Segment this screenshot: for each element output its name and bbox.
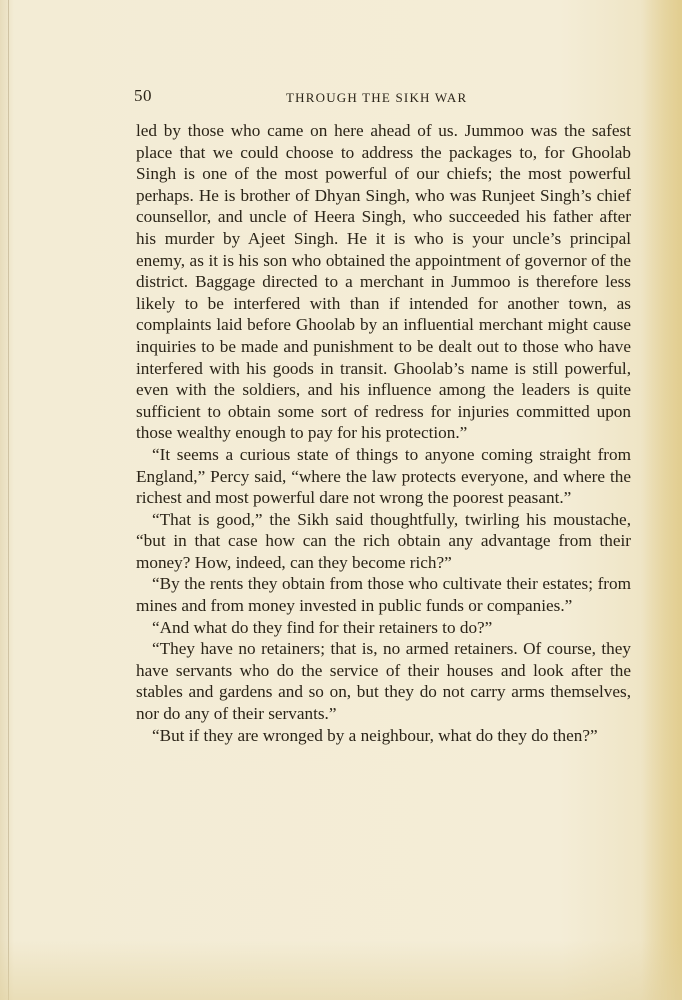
- page-bottom-shadow: [0, 940, 682, 1000]
- paragraph: “But if they are wronged by a neighbour, what do they do then?”: [152, 725, 598, 745]
- paragraph: “And what do they find for their retainers to do?”: [152, 617, 493, 637]
- page-header: [134, 86, 632, 108]
- page-number: 50: [134, 86, 152, 105]
- paragraph: “By the rents they obtain from those who cultivate their estates; from mines and from money invested in public funds or companies.”: [136, 574, 631, 616]
- paragraph: “That is good,” the Sikh said thoughtfully, twirling his moustache, “but in that case how can the rich obtain any advantage from their money? How, indeed, can they become rich?”: [136, 509, 631, 572]
- paragraph: “It seems a curious state of things to anyone coming straight from England,” Percy said, “where the law protects everyone, and where the richest and most powerful dare not wrong the poorest peasant.”: [136, 444, 631, 508]
- paragraph: led by those who came on here ahead of us. Jummoo was the safest place that we could choose to address the packages to, for Ghoolab Singh is one of the most powerful of our chiefs; the most powerful perhaps. He is brother of Dhyan Singh, who was Runjeet Singh’s chief counsellor, and uncle of Heera Singh, who succeeded his father after his murder by Ajeet Singh. He it is who is your uncle’s principal enemy, as it is his son who obtained the appointment of governor of the district. Baggage directed to a merchant in Jummoo is therefore less likely to be interfered with than if intended for another town, as complaints laid before Ghoolab by an influential merchant might cause inquiries to be made and punishment to be dealt out to those who have interfered with his goods in transit. Ghoolab’s name is still powerful, even with the soldiers, and his influence among the leaders is quite sufficient to obtain some sort of redress for injuries committed upon those wealthy enough to pay for his protection.”: [136, 121, 631, 443]
- running-head: THROUGH THE SIKH WAR: [286, 90, 468, 105]
- page-gutter-line: [8, 0, 9, 1000]
- body-text: [136, 120, 631, 746]
- paragraph: “They have no retainers; that is, no armed retainers. Of course, they have servants who do the service of their houses and look after the stables and gardens and so on, but they do not carry arms themselves, nor do any of their servants.”: [136, 639, 631, 724]
- page-edge-shadow: [642, 0, 682, 1000]
